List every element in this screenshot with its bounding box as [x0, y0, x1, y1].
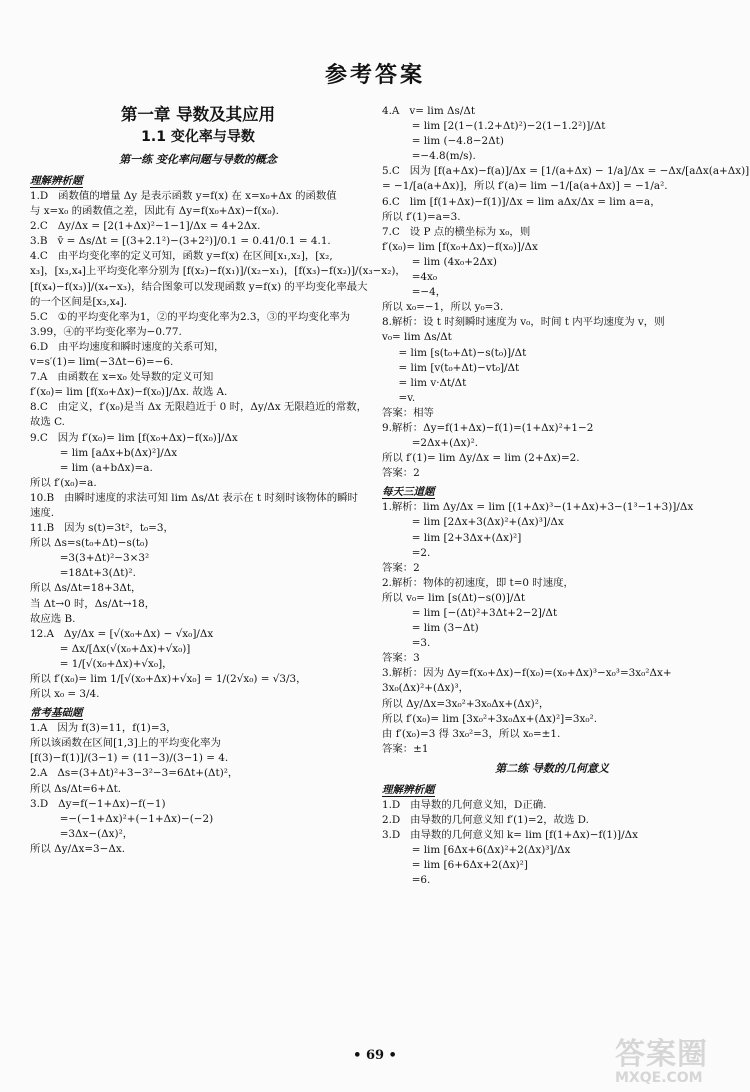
answer-line: 所以 Δs/Δt=18+3Δt， — [30, 582, 142, 595]
answer-line: 速度. — [30, 506, 55, 519]
watermark-logo — [615, 1037, 745, 1086]
answer-line: 所以 x₀ = 3/4. — [30, 688, 100, 701]
answer-line: 4.A v= lim Δs/Δt — [382, 105, 476, 117]
answer-line: 2.C Δy/Δx = [2(1+Δx)²−1−1]/Δx = 4+2Δx. — [30, 220, 261, 233]
answer-line: 所以 f′(1)=a=3. — [382, 210, 461, 223]
answer-line: 当 Δt→0 时，Δs/Δt→18， — [30, 597, 156, 610]
answer-line: 所以 f′(1)= lim Δy/Δx = lim (2+Δx)=2. — [382, 452, 580, 465]
answer-line: 答案：相等 — [382, 406, 434, 419]
answer-line: [f(3)−f(1)]/(3−1) = (11−3)/(3−1) = 4. — [30, 752, 229, 765]
subsection-label — [30, 173, 366, 189]
answer-line: 所以 x₀=−1，所以 y₀=3. — [382, 301, 504, 314]
answer-line: =3(3+Δt)²−3×3² — [30, 552, 150, 565]
answer-line: 由 f′(x₀)=3 得 3x₀²=3，所以 x₀=±1. — [382, 727, 561, 740]
answer-line: 所以 Δy/Δx=3−Δx. — [30, 842, 126, 855]
answer-line: 11.B 因为 s(t)=3t²，t₀=3， — [30, 522, 174, 535]
answer-line: = lim (a+bΔx)=a. — [30, 461, 153, 474]
answer-line: =−4， — [382, 286, 447, 299]
answer-line: =6. — [382, 874, 431, 887]
answer-line: 1.D 由导数的几何意义知，D正确. — [382, 798, 547, 811]
answer-line: 1.解析：lim Δy/Δx = lim [(1+Δx)³−(1+Δx)+3−(1³−1+3)]/Δx — [382, 501, 694, 514]
answer-line: =2. — [382, 546, 431, 559]
subsection-label — [382, 484, 722, 500]
answer-line: 故选 C. — [30, 416, 65, 429]
answer-line: = lim (4x₀+2Δx) — [382, 255, 497, 268]
subsection-label-text: 理解辨析题 — [382, 783, 435, 796]
answer-line: = lim [2+3Δx+(Δx)²] — [382, 531, 522, 544]
answer-line: 6.D 由平均速度和瞬时速度的关系可知， — [30, 340, 225, 353]
answer-line: 2.解析：物体的初速度，即 t=0 时速度， — [382, 576, 574, 589]
answer-line: v₀= lim Δs/Δt — [382, 331, 452, 344]
answer-line: = lim [aΔx+b(Δx)²]/Δx — [30, 446, 178, 459]
answer-line: 所以该函数在区间[1,3]上的平均变化率为 — [30, 737, 221, 750]
answer-line: = lim [6+6Δx+2(Δx)²] — [382, 859, 528, 872]
answer-line: =v. — [382, 391, 416, 404]
answer-line: 所以 Δy/Δx=3x₀²+3x₀Δx+(Δx)²， — [382, 697, 550, 710]
subsection-label-text: 理解辨析题 — [30, 175, 83, 187]
answer-line: 所以 Δs=s(t₀+Δt)−s(t₀) — [30, 537, 149, 550]
answer-line: 3.99，④的平均变化率为−0.77. — [30, 325, 182, 338]
answer-line: 7.C 设 P 点的横坐标为 x₀，则 — [382, 225, 531, 238]
answer-line: = lim v·Δt/Δt — [382, 376, 467, 389]
answer-line: = 1/[√(x₀+Δx)+√x₀]， — [30, 657, 173, 670]
right-column — [382, 104, 750, 889]
watermark-en: MXQE.COM — [615, 1070, 703, 1086]
subsection-label-text: 每天三道题 — [382, 486, 435, 499]
answer-line: = lim [2(1−(1.2+Δt)²)−2(1−1.2²)]/Δt — [382, 120, 606, 133]
answer-line: = lim [s(t₀+Δt)−s(t₀)]/Δt — [382, 346, 527, 359]
answer-line: 答案：2 — [382, 561, 420, 574]
answer-line: x₃]，[x₃,x₄]上平均变化率分别为 [f(x₂)−f(x₁)]/(x₂−x₁)，[f(x₃)−f(x₂)]/(x₃−x₂)， — [30, 265, 406, 278]
answer-line: 12.A Δy/Δx = [√(x₀+Δx) − √x₀]/Δx — [30, 627, 214, 640]
answer-line: 8.C 由定义，f′(x₀)是当 Δx 无限趋近于 0 时，Δy/Δx 无限趋近的常数， — [30, 401, 368, 414]
answer-line: 3x₀(Δx)²+(Δx)³， — [382, 682, 470, 695]
answer-line: =3. — [382, 637, 431, 650]
subsection-label — [382, 782, 722, 798]
answer-line: 答案：2 — [382, 467, 420, 480]
answer-line: 9.C 因为 f′(x₀)= lim [f(x₀+Δx)−f(x₀)]/Δx — [30, 431, 238, 444]
answer-line: =2Δx+(Δx)². — [382, 437, 479, 450]
subsection-label — [30, 705, 366, 721]
answer-line: = lim [2Δx+3(Δx)²+(Δx)³]/Δx — [382, 516, 564, 529]
answer-line: = −1/[a(a+Δx)]，所以 f′(a)= lim −1/[a(a+Δx)] = −1/a². — [382, 180, 668, 193]
page-title: 参考答案 — [324, 63, 425, 88]
answer-line: 所以 f′(x₀)=a. — [30, 476, 97, 489]
answer-line: = lim (3−Δt) — [382, 622, 479, 635]
answer-line: 与 x=x₀ 的函数值之差，因此有 Δy=f(x₀+Δx)−f(x₀). — [30, 205, 279, 218]
answer-line: [f(x₄)−f(x₃)]/(x₄−x₃)，结合图象可以发现函数 y=f(x) 的平均变化率最大 — [30, 280, 368, 293]
subsection-label-text: 常考基础题 — [30, 707, 83, 720]
answer-line: = lim (−4.8−2Δt) — [382, 135, 504, 148]
answer-line: 2.A Δs=(3+Δt)²+3−3²−3=6Δt+(Δt)²， — [30, 767, 239, 780]
chapter-heading: 第一章 导数及其应用 — [120, 105, 276, 124]
answer-line: 答案：3 — [382, 652, 420, 665]
section-heading: 1.1 变化率与导数 — [141, 129, 255, 145]
answer-line: 4.C 由平均变化率的定义可知，函数 y=f(x) 在区间[x₁,x₂]，[x₂, — [30, 250, 333, 263]
answer-line: 所以 v₀= lim [s(Δt)−s(0)]/Δt — [382, 591, 526, 604]
answer-line: 3.D Δy=f(−1+Δx)−f(−1) — [30, 797, 166, 810]
answer-line: 5.C ①的平均变化率为1，②的平均变化率为2.3，③的平均变化率为 — [30, 310, 350, 323]
answer-line: 6.C lim [f(1+Δx)−f(1)]/Δx = lim aΔx/Δx = lim a=a， — [382, 195, 661, 208]
lesson-heading: 第二练 导数的几何意义 — [495, 761, 609, 775]
answer-line: 所以 f′(x₀)= lim 1/[√(x₀+Δx)+√x₀] = 1/(2√x₀) = √3/3， — [30, 673, 307, 685]
answer-line: 3.B v̄ = Δs/Δt = [(3+2.1²)−(3+2²)]/0.1 = 0.41/0.1 = 4.1. — [30, 235, 331, 248]
answer-line: 答案：±1 — [382, 742, 429, 755]
answer-line: 7.A 由函数在 x=x₀ 处导数的定义可知 — [30, 371, 214, 384]
answer-line: 1.A 因为 f(3)=11，f(1)=3， — [30, 722, 177, 735]
answer-line: =3Δx−(Δx)²， — [30, 827, 134, 840]
answer-line: 的一个区间是[x₃,x₄]. — [30, 295, 128, 308]
answer-line: 8.解析：设 t 时刻瞬时速度为 v₀，时间 t 内平均速度为 v，则 — [382, 316, 665, 329]
answer-line: f′(x₀)= lim [f(x₀+Δx)−f(x₀)]/Δx — [382, 240, 538, 253]
answer-line: 9.解析：Δy=f(1+Δx)−f(1)=(1+Δx)²+1−2 — [382, 421, 594, 434]
answer-line: 10.B 由瞬时速度的求法可知 lim Δs/Δt 表示在 t 时刻时该物体的瞬时 — [30, 491, 358, 504]
answer-line: =4x₀ — [382, 271, 438, 284]
answer-line: f′(x₀)= lim [f(x₀+Δx)−f(x₀)]/Δx. 故选 A. — [30, 386, 228, 399]
answer-line: v=s′(1)= lim(−3Δt−6)=−6. — [30, 356, 174, 369]
answer-line: = lim [−(Δt)²+3Δt+2−2]/Δt — [382, 607, 558, 619]
lesson-heading: 第一练 变化率问题与导数的概念 — [119, 153, 277, 166]
answer-line: =−(−1+Δx)²+(−1+Δx)−(−2) — [30, 812, 214, 825]
answer-line: 所以 Δs/Δt=6+Δt. — [30, 782, 122, 795]
page-number: • 69 • — [353, 1048, 397, 1063]
answer-line: =18Δt+3(Δt)². — [30, 567, 136, 580]
answer-line: = lim [v(t₀+Δt)−vt₀]/Δt — [382, 361, 520, 374]
answer-line: 故应选 B. — [30, 612, 76, 625]
answer-line: 3.解析：因为 Δy=f(x₀+Δx)−f(x₀)=(x₀+Δx)³−x₀³=3x₀²Δx+ — [382, 667, 672, 680]
watermark-cn: 答案圈 — [615, 1037, 708, 1072]
answer-line: 2.D 由导数的几何意义知 f′(1)=2，故选 D. — [382, 814, 589, 827]
answer-line: 1.D 函数值的增量 Δy 是表示函数 y=f(x) 在 x=x₀+Δx 的函数值 — [30, 190, 337, 202]
answer-line: = Δx/[Δx(√(x₀+Δx)+√x₀)] — [30, 642, 191, 655]
answer-line: =−4.8(m/s). — [382, 150, 476, 163]
answer-line: 5.C 因为 [f(a+Δx)−f(a)]/Δx = [1/(a+Δx) − 1/a]/Δx = −Δx/[aΔx(a+Δx)] — [382, 165, 750, 178]
answer-line: = lim [6Δx+6(Δx)²+2(Δx)³]/Δx — [382, 844, 571, 857]
answer-line: 3.D 由导数的几何意义知 k= lim [f(1+Δx)−f(1)]/Δx — [382, 829, 638, 842]
answer-line: 所以 f′(x₀)= lim [3x₀²+3x₀Δx+(Δx)²]=3x₀². — [382, 712, 598, 725]
